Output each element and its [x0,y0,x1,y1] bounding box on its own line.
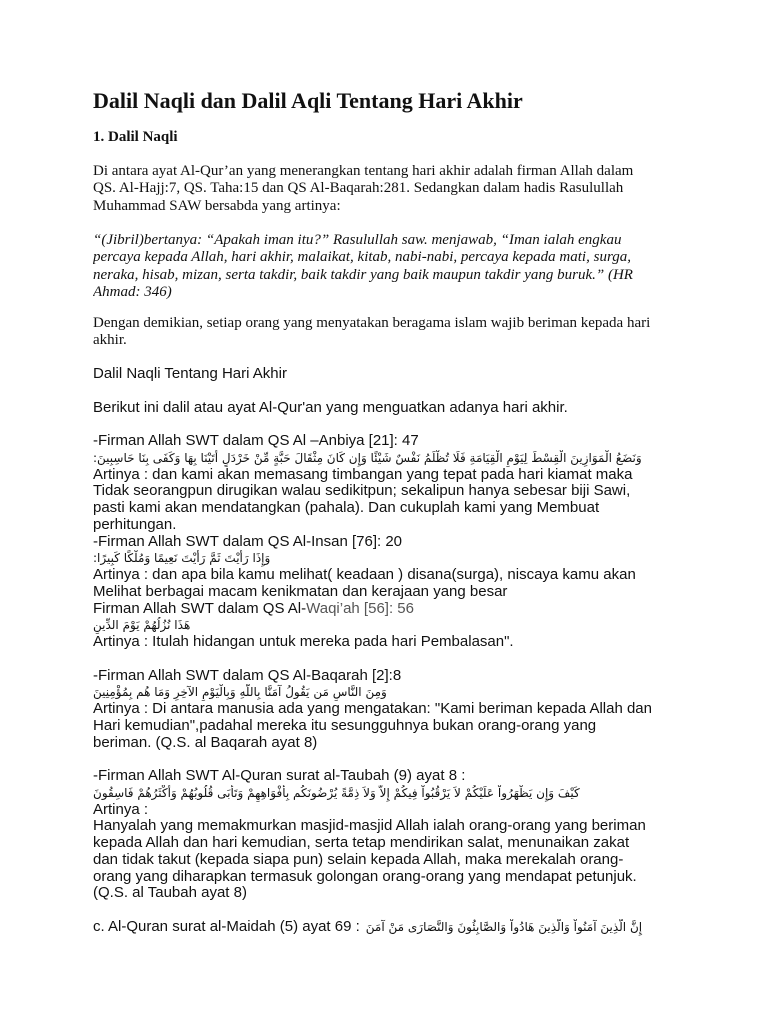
intro-line: Di antara ayat Al-Qur’an yang menerangkan tentang hari akhir adalah firman Allah dalam [93,162,634,179]
translation-line: Hari kemudian",padahal mereka itu sesungguhnya bukan orang-orang yang [93,717,597,734]
translation-line: Melihat berbagai macam kenikmatan dan kerajaan yang besar [93,583,508,600]
intro-line: Muhammad SAW bersabda yang artinya: [93,197,341,214]
verse-heading-waqiah-suffix: Waqi’ah [56]: 56 [306,600,414,617]
translation-line: Artinya : dan apa bila kamu melihat( keadaan ) disana(surga), niscaya kamu akan [93,567,636,583]
intro-line: QS. Al-Hajj:7, QS. Taha:15 dan QS Al-Baqarah:281. Sedangkan dalam hadis Rasulullah [93,180,624,196]
conclusion-line: Dengan demikian, setiap orang yang menyatakan beragama islam wajib beriman kepada hari [93,314,651,331]
translation-line: kepada Allah dan hari kemudian, serta tetap mendirikan salat, menunaikan zakat [93,835,630,851]
dalil-lead: Berikut ini dalil atau ayat Al-Qur'an yang menguatkan adanya hari akhir. [93,399,568,416]
translation-line: dan tidak takut (kepada siapa pun) selain kepada Allah, maka merekalah orang- [93,851,624,868]
document-page [93,0,693,936]
translation-line: perhitungan. [93,516,177,533]
conclusion-paragraph [93,315,693,350]
verse-row-maidah [93,919,673,936]
section-heading: 1. Dalil Naqli [93,129,178,145]
hadith-line: Ahmad: 346) [93,284,172,300]
translation-label: Artinya : [93,801,149,818]
verse-heading-maidah: c. Al-Quran surat al-Maidah (5) ayat 69 : [93,917,360,935]
arabic-verse-waqiah: هَذَا نُزُلُهُمْ يَوْمَ الدِّينِ [93,618,191,633]
verse-heading-waqiah [93,601,693,618]
arabic-verse-anbiya: وَنَضَعُ الْمَوَازِينَ الْقِسْطَ لِيَوْمِ الْقِيَامَةِ فَلَا تُظْلَمُ نَفْسٌ شَيْئًا وَإِن كَانَ مِثْقَالَ حَبَّةٍ مِّنْ خَرْدَلٍ أَتَيْنَا بِهَا وَكَفَى بِنَا حَاسِبِينَ: [93,450,642,465]
document-title: Dalil Naqli dan Dalil Aqli Tentang Hari Akhir [93,88,523,113]
verse-heading-taubah: -Firman Allah SWT Al-Quran surat al-Taubah (9) ayat 8 : [93,768,466,784]
blank-line [93,651,693,668]
arabic-verse-insan: وَإِذَا رَأَيْتَ ثَمَّ رَأَيْتَ نَعِيمًا وَمُلْكًا كَبِيرًا: [93,551,271,566]
blank-line [93,416,693,433]
arabic-verse-taubah: كَيْفَ وَإِن يَظْهَرُواْ عَلَيْكُمْ لاَ يَرْقُبُواْ فِيكُمْ إِلاًّ وَلاَ ذِمَّةً يُرْضُونَكُم بِأَفْوَاهِهِمْ وَتَأْبَى قُلُوبُهُمْ وَأَكْثَرُهُمْ فَاسِقُونَ [93,785,580,800]
verse-heading-baqarah: -Firman Allah SWT dalam QS Al-Baqarah [2]:8 [93,667,402,684]
translation-line: Artinya : Itulah hidangan untuk mereka pada hari Pembalasan". [93,634,514,650]
dalil-subheading: Dalil Naqli Tentang Hari Akhir [93,366,287,382]
hadith-quote [93,232,693,302]
verse-heading-insan: -Firman Allah SWT dalam QS Al-Insan [76]: 20 [93,533,403,550]
intro-paragraph [93,163,693,216]
conclusion-line: akhir. [93,332,127,348]
hadith-line: percaya kepada Allah, hari akhir, malaikat, kitab, nabi-nabi, percaya kepada mati, surga, [93,249,631,265]
blank-line [93,751,693,768]
translation-line: Tidak seorangpun dirugikan walau sedikitpun; sekalipun hanya sebesar biji Sawi, [93,483,631,500]
blank-line [93,383,693,400]
translation-line: Artinya : dan kami akan memasang timbangan yang tepat pada hari kiamat maka [93,466,633,483]
translation-line: Artinya : Di antara manusia ada yang mengatakan: "Kami beriman kepada Allah dan [93,701,652,717]
verse-heading-anbiya: -Firman Allah SWT dalam QS Al –Anbiya [21]: 47 [93,433,419,449]
translation-line: Hanyalah yang memakmurkan masjid-masjid Allah ialah orang-orang yang beriman [93,818,646,835]
arabic-verse-baqarah: وَمِنَ النَّاسِ مَن يَقُولُ آمَنَّا بِاللّهِ وَبِالْيَوْمِ الآخِرِ وَمَا هُم بِمُؤْمِنِينَ [93,685,387,700]
arabic-verse-maidah: إِنَّ الَّذِينَ آمَنُواْ وَالَّذِينَ هَادُواْ وَالصَّابِئُونَ وَالنَّصَارَى مَنْ آمَنَ [365,919,643,934]
translation-line: beriman. (Q.S. al Baqarah ayat 8) [93,734,318,751]
translation-line: (Q.S. al Taubah ayat 8) [93,885,247,902]
translation-line: orang yang diharapkan termasuk golongan orang-orang yang mendapat petunjuk. [93,868,637,885]
translation-line: pasti kami akan mendatangkan (pahala). Dan cukuplah kami yang Membuat [93,500,600,516]
hadith-line: “(Jibril)bertanya: “Apakah iman itu?” Rasulullah saw. menjawab, “Iman ialah engkau [93,231,622,248]
verse-heading-waqiah-prefix: Firman Allah SWT dalam QS Al- [93,600,307,617]
dalil-section [93,366,693,936]
hadith-line: neraka, hisab, mizan, serta takdir, baik takdir yang baik maupun takdir yang buruk.” (HR [93,266,633,283]
blank-line [93,902,693,919]
